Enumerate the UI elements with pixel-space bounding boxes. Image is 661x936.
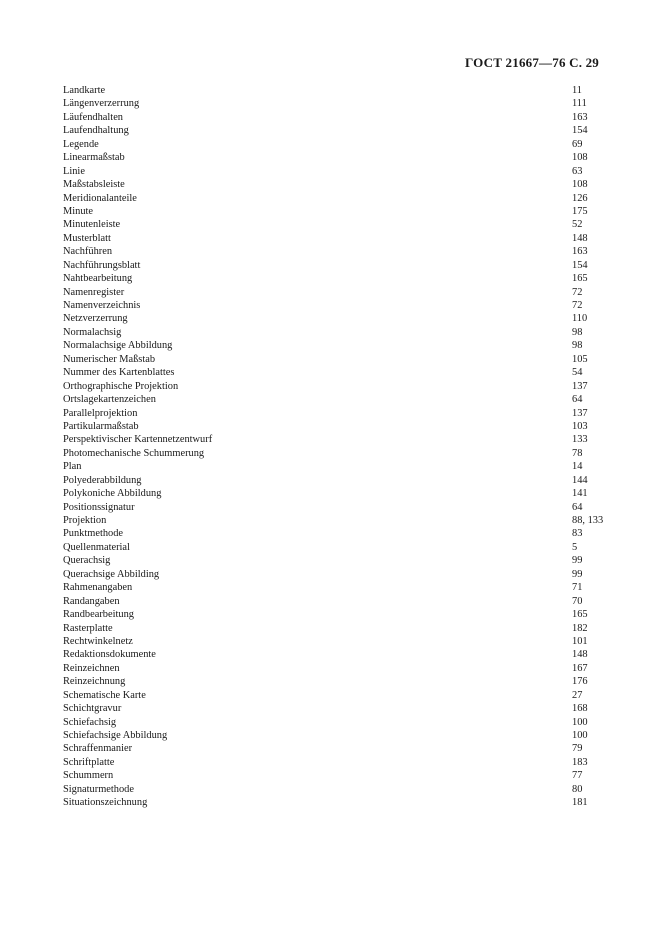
- index-entry: [63, 151, 613, 164]
- index-term: Schiefachsige Abbildung: [63, 730, 168, 741]
- index-entry: [63, 420, 613, 433]
- index-entry: [63, 622, 613, 635]
- index-entry: [63, 501, 613, 514]
- index-term: Photomechanische Schummerung: [63, 447, 205, 459]
- index-entry: [63, 783, 613, 796]
- index-entry: [63, 689, 613, 702]
- index-term: Schichtgravur: [63, 703, 122, 715]
- index-page-number: 108: [572, 179, 588, 191]
- index-entry: [63, 474, 613, 487]
- index-term: Legende: [63, 138, 99, 150]
- index-page-number: 100: [572, 716, 588, 728]
- index-term: Läufendhalten: [63, 111, 124, 123]
- index-entry: [63, 729, 613, 742]
- index-entry: [63, 272, 613, 285]
- index-entry: [63, 447, 613, 460]
- index-page-number: 54: [572, 367, 583, 379]
- index-page-number: 183: [572, 756, 588, 768]
- index-entry: [63, 433, 613, 446]
- index-term: Rasterplatte: [63, 622, 113, 634]
- index-term: Orthographische Projektion: [63, 380, 179, 392]
- page-header: ГОСТ 21667—76 С. 29: [465, 55, 599, 70]
- index-term: Musterblatt: [63, 232, 111, 244]
- index-entry: [63, 339, 613, 352]
- index-entry: [63, 232, 613, 245]
- index-entry: [63, 259, 613, 272]
- index-term: Schraffenmanier: [63, 743, 133, 755]
- index-entry: [63, 165, 613, 178]
- index-page-number: 77: [572, 770, 583, 782]
- index-page-number: 154: [572, 259, 588, 271]
- index-entry: [63, 796, 613, 809]
- index-entry: [63, 218, 613, 231]
- index-page-number: 88, 133: [572, 515, 604, 526]
- index-term: Polyederabbildung: [63, 474, 142, 486]
- index-entry: [63, 299, 613, 312]
- index-page-number: 72: [572, 300, 583, 311]
- index-term: Quellenmaterial: [63, 541, 130, 553]
- index-term: Nachführungsblatt: [63, 259, 141, 271]
- index-page-number: 167: [572, 662, 588, 674]
- index-entry: [63, 716, 613, 729]
- index-term: Namenregister: [63, 286, 125, 298]
- index-term: Rahmenangaben: [63, 582, 133, 594]
- index-page-number: 80: [572, 783, 583, 795]
- index-entry: [63, 541, 613, 554]
- index-page-number: 100: [572, 730, 588, 741]
- index-page-number: 141: [572, 488, 588, 500]
- index-term: Maßstabsleiste: [63, 179, 125, 191]
- index-entry: [63, 326, 613, 339]
- index-term: Polykoniche Abbildung: [63, 488, 162, 500]
- index-entry: [63, 568, 613, 581]
- index-page-number: 163: [572, 111, 588, 123]
- index-entry: [63, 192, 613, 205]
- index-page-number: 5: [572, 541, 578, 553]
- index-list: [63, 84, 613, 810]
- index-entry: [63, 756, 613, 769]
- index-term: Parallelprojektion: [63, 407, 138, 419]
- index-page-number: 108: [572, 152, 588, 164]
- index-term: Partikularmaßstab: [63, 420, 139, 432]
- index-term: Nahtbearbeitung: [63, 273, 133, 285]
- index-page-number: 165: [572, 609, 588, 621]
- index-term: Normalachsig: [63, 326, 122, 338]
- index-page-number: 14: [572, 461, 583, 473]
- index-term: Netzverzerrung: [63, 313, 128, 325]
- index-entry: [63, 742, 613, 755]
- index-page-number: 137: [572, 380, 588, 392]
- index-entry: [63, 111, 613, 124]
- index-term: Numerischer Maßstab: [63, 353, 156, 365]
- index-page-number: 176: [572, 676, 588, 688]
- index-entry: [63, 702, 613, 715]
- index-entry: [63, 608, 613, 621]
- index-term: Ortslagekartenzeichen: [63, 394, 156, 406]
- index-page-number: 182: [572, 622, 588, 634]
- index-term: Laufendhaltung: [63, 125, 129, 137]
- index-entry: [63, 124, 613, 137]
- index-term: Querachsige Abbilding: [63, 568, 160, 580]
- index-term: Situationszeichnung: [63, 797, 148, 809]
- index-entry: [63, 554, 613, 567]
- index-page-number: 137: [572, 407, 588, 419]
- index-page-number: 78: [572, 447, 583, 459]
- index-entry: [63, 635, 613, 648]
- index-entry: [63, 460, 613, 473]
- index-entry: [63, 675, 613, 688]
- index-term: Signaturmethode: [63, 783, 134, 795]
- index-entry: [63, 205, 613, 218]
- index-entry: [63, 312, 613, 325]
- index-page-number: 111: [572, 98, 587, 110]
- index-page-number: 98: [572, 326, 583, 338]
- index-entry: [63, 138, 613, 151]
- index-entry: [63, 769, 613, 782]
- index-page-number: 103: [572, 420, 588, 432]
- index-term: Namenverzeichnis: [63, 300, 141, 311]
- index-page-number: 71: [572, 582, 583, 594]
- index-entry: [63, 286, 613, 299]
- index-page-number: 163: [572, 246, 588, 258]
- index-entry: [63, 393, 613, 406]
- index-page-number: 105: [572, 353, 588, 365]
- index-page-number: 175: [572, 205, 588, 217]
- index-term: Minute: [63, 205, 94, 217]
- index-page-number: 69: [572, 138, 583, 150]
- index-term: Schummern: [63, 770, 114, 782]
- index-term: Meridionalanteile: [63, 192, 137, 204]
- index-term: Querachsig: [63, 555, 111, 567]
- index-term: Punktmethode: [63, 528, 124, 540]
- index-entry: [63, 487, 613, 500]
- index-entry: [63, 97, 613, 110]
- index-page-number: 168: [572, 703, 588, 715]
- index-term: Schriftplatte: [63, 756, 115, 768]
- index-term: Redaktionsdokumente: [63, 649, 156, 661]
- index-entry: [63, 514, 613, 527]
- index-term: Schiefachsig: [63, 716, 117, 728]
- index-term: Normalachsige Abbildung: [63, 340, 173, 352]
- index-entry: [63, 648, 613, 661]
- index-term: Linie: [63, 165, 85, 177]
- index-page-number: 11: [572, 85, 583, 96]
- index-page-number: 52: [572, 219, 583, 231]
- index-term: Nummer des Kartenblattes: [63, 367, 175, 379]
- index-page-number: 99: [572, 568, 583, 580]
- index-term: Randbearbeitung: [63, 609, 134, 621]
- index-page-number: 154: [572, 125, 588, 137]
- index-page-number: 72: [572, 286, 583, 298]
- index-page-number: 126: [572, 192, 588, 204]
- index-page-number: 148: [572, 232, 588, 244]
- index-term: Projektion: [63, 515, 107, 526]
- index-page-number: 110: [572, 313, 588, 325]
- index-page-number: 98: [572, 340, 583, 352]
- index-term: Perspektivischer Kartennetzentwurf: [63, 434, 213, 446]
- index-page-number: 165: [572, 273, 588, 285]
- index-page-number: 133: [572, 434, 588, 446]
- index-page-number: 181: [572, 797, 588, 809]
- index-term: Rechtwinkelnetz: [63, 635, 133, 647]
- index-entry: [63, 407, 613, 420]
- index-entry: [63, 178, 613, 191]
- index-page-number: 79: [572, 743, 583, 755]
- index-term: Plan: [63, 461, 82, 473]
- index-term: Nachführen: [63, 246, 113, 258]
- index-page-number: 101: [572, 635, 588, 647]
- index-page-number: 144: [572, 474, 588, 486]
- index-page-number: 63: [572, 165, 583, 177]
- index-term: Positionssignatur: [63, 501, 135, 513]
- index-term: Landkarte: [63, 85, 106, 96]
- index-entry: [63, 662, 613, 675]
- index-entry: [63, 581, 613, 594]
- index-page-number: 70: [572, 595, 583, 607]
- index-entry: [63, 595, 613, 608]
- index-entry: [63, 366, 613, 379]
- index-entry: [63, 380, 613, 393]
- index-term: Schematische Karte: [63, 689, 146, 701]
- index-page-number: 83: [572, 528, 583, 540]
- index-entry: [63, 527, 613, 540]
- index-entry: [63, 353, 613, 366]
- index-page-number: 27: [572, 689, 583, 701]
- index-page-number: 64: [572, 501, 583, 513]
- index-page-number: 64: [572, 394, 583, 406]
- index-term: Linearmaßstab: [63, 152, 125, 164]
- index-entry: [63, 245, 613, 258]
- index-page-number: 148: [572, 649, 588, 661]
- index-term: Reinzeichnen: [63, 662, 120, 674]
- index-page-number: 99: [572, 555, 583, 567]
- index-term: Randangaben: [63, 595, 120, 607]
- index-term: Reinzeichnung: [63, 676, 126, 688]
- index-term: Minutenleiste: [63, 219, 121, 231]
- index-term: Längenverzerrung: [63, 98, 140, 110]
- index-entry: [63, 84, 613, 97]
